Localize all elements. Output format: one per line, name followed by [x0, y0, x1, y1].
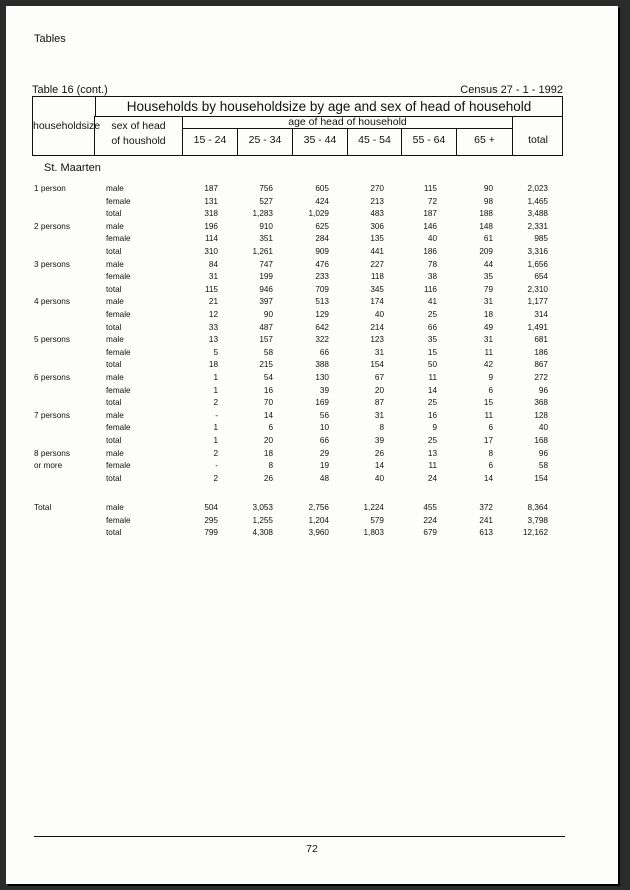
value-cell: 42 [483, 360, 493, 369]
value-cell: 233 [315, 272, 329, 281]
sex-cell: female [106, 234, 131, 243]
value-cell: 50 [427, 360, 437, 369]
household-size-cell: 4 persons [34, 297, 70, 306]
value-cell: 388 [315, 360, 329, 369]
value-cell: 13 [427, 449, 437, 458]
value-cell: 114 [204, 234, 218, 243]
table-header [32, 96, 563, 156]
table-row [6, 461, 618, 474]
value-cell: 322 [315, 335, 329, 344]
value-cell: 90 [483, 184, 493, 193]
value-cell: 123 [370, 335, 384, 344]
value-cell: 756 [259, 184, 273, 193]
total-cell: 12,162 [522, 528, 548, 537]
value-cell: 605 [315, 184, 329, 193]
value-cell: 209 [479, 247, 493, 256]
household-size-cell: 1 person [34, 184, 66, 193]
value-cell: 14 [374, 461, 384, 470]
value-cell: 41 [427, 297, 437, 306]
value-cell: 35 [483, 272, 493, 281]
value-cell: 70 [263, 398, 273, 407]
sex-cell: male [106, 222, 124, 231]
value-cell: 625 [315, 222, 329, 231]
value-cell: 12 [208, 310, 218, 319]
table-row [6, 436, 618, 449]
value-cell: 1,204 [308, 516, 329, 525]
total-cell: 40 [538, 423, 548, 432]
value-cell: 15 [427, 348, 437, 357]
table-row [6, 398, 618, 411]
total-cell: 3,316 [527, 247, 548, 256]
value-cell: 6 [488, 386, 493, 395]
value-cell: 18 [483, 310, 493, 319]
value-cell: 351 [259, 234, 273, 243]
sex-cell: male [106, 260, 124, 269]
value-cell: 513 [315, 297, 329, 306]
value-cell: 31 [374, 348, 384, 357]
value-cell: 199 [259, 272, 273, 281]
value-cell: 25 [427, 398, 437, 407]
table-row [6, 423, 618, 436]
total-cell: 2,310 [527, 285, 548, 294]
age-group-header: 25 - 34 [238, 129, 293, 156]
value-cell: 397 [259, 297, 273, 306]
sex-cell: female [106, 348, 131, 357]
sex-cell: male [106, 503, 124, 512]
running-head: Tables [34, 33, 66, 45]
total-cell: 3,488 [527, 209, 548, 218]
total-cell: 1,177 [527, 297, 548, 306]
value-cell: 13 [208, 335, 218, 344]
total-cell: 8,364 [527, 503, 548, 512]
value-cell: 483 [370, 209, 384, 218]
value-cell: 19 [319, 461, 329, 470]
total-cell: 1,656 [527, 260, 548, 269]
census-label: Census 27 - 1 - 1992 [460, 84, 563, 96]
value-cell: 270 [370, 184, 384, 193]
value-cell: 174 [370, 297, 384, 306]
total-cell: 186 [534, 348, 548, 357]
value-cell: 40 [427, 234, 437, 243]
value-cell: 642 [315, 323, 329, 332]
sex-header [95, 116, 183, 156]
value-cell: 679 [423, 528, 437, 537]
value-cell: 40 [374, 310, 384, 319]
value-cell: 49 [483, 323, 493, 332]
value-cell: 90 [263, 310, 273, 319]
value-cell: 227 [370, 260, 384, 269]
sex-cell: male [106, 335, 124, 344]
value-cell: 18 [263, 449, 273, 458]
value-cell: 909 [315, 247, 329, 256]
total-cell: 654 [534, 272, 548, 281]
value-cell: 14 [263, 411, 273, 420]
value-cell: 129 [315, 310, 329, 319]
value-cell: 25 [427, 310, 437, 319]
total-cell: 96 [538, 386, 548, 395]
document-page [6, 6, 618, 884]
value-cell: 6 [488, 461, 493, 470]
value-cell: 10 [319, 423, 329, 432]
sex-cell: male [106, 373, 124, 382]
value-cell: 58 [263, 348, 273, 357]
value-cell: 372 [479, 503, 493, 512]
value-cell: 14 [483, 474, 493, 483]
value-cell: 2 [213, 398, 218, 407]
total-header: total [512, 116, 563, 156]
age-group-header: 65 + [474, 134, 495, 146]
value-cell: 130 [315, 373, 329, 382]
value-cell: 8 [379, 423, 384, 432]
value-cell: 54 [263, 373, 273, 382]
table-row [6, 209, 618, 222]
value-cell: 8 [268, 461, 273, 470]
value-cell: 146 [423, 222, 437, 231]
table-row [6, 234, 618, 247]
sex-header-line2: of houshold [111, 135, 166, 147]
value-cell: 1,224 [363, 503, 384, 512]
value-cell: 44 [483, 260, 493, 269]
value-cell: 310 [204, 247, 218, 256]
sex-cell: total [106, 209, 122, 218]
value-cell: 11 [484, 411, 493, 420]
value-cell: 579 [370, 516, 384, 525]
age-group-header: 45 - 54 [348, 129, 402, 156]
sex-cell: male [106, 411, 124, 420]
value-cell: 215 [259, 360, 273, 369]
sex-cell: male [106, 297, 124, 306]
age-group-header: 55 - 64 [402, 129, 457, 156]
table-label: Table 16 (cont.) [32, 84, 108, 96]
householdsize-header: householdsize [33, 116, 95, 156]
sex-cell: total [106, 360, 122, 369]
value-cell: 39 [319, 386, 329, 395]
value-cell: 20 [374, 386, 384, 395]
value-cell: 1,255 [252, 516, 273, 525]
value-cell: 79 [483, 285, 493, 294]
value-cell: 1,283 [252, 209, 273, 218]
value-cell: 196 [204, 222, 218, 231]
table-title: Households by householdsize by age and sex of head of household [95, 97, 562, 117]
household-size-cell: 3 persons [34, 260, 70, 269]
value-cell: 6 [268, 423, 273, 432]
value-cell: 946 [259, 285, 273, 294]
value-cell: 33 [208, 323, 218, 332]
total-cell: 867 [534, 360, 548, 369]
value-cell: 1,029 [308, 209, 329, 218]
table-row [6, 474, 618, 487]
sex-cell: female [106, 461, 131, 470]
sex-cell: total [106, 398, 122, 407]
value-cell: 5 [213, 348, 218, 357]
value-cell: 187 [423, 209, 437, 218]
value-cell: 25 [427, 436, 437, 445]
value-cell: 441 [370, 247, 384, 256]
total-cell: 96 [538, 449, 548, 458]
sex-cell: male [106, 449, 124, 458]
value-cell: - [215, 461, 218, 470]
sex-cell: female [106, 197, 131, 206]
value-cell: 487 [259, 323, 273, 332]
value-cell: 295 [204, 516, 218, 525]
value-cell: 284 [315, 234, 329, 243]
value-cell: 48 [319, 474, 329, 483]
value-cell: 318 [204, 209, 218, 218]
value-cell: 31 [374, 411, 384, 420]
value-cell: 187 [204, 184, 218, 193]
value-cell: 2,756 [308, 503, 329, 512]
value-cell: 39 [374, 436, 384, 445]
total-cell: 154 [534, 474, 548, 483]
sex-cell: female [106, 516, 131, 525]
total-cell: 128 [534, 411, 548, 420]
value-cell: 9 [488, 373, 493, 382]
value-cell: 21 [208, 297, 218, 306]
value-cell: 214 [370, 323, 384, 332]
value-cell: 613 [479, 528, 493, 537]
total-cell: 272 [534, 373, 548, 382]
sex-cell: total [106, 436, 122, 445]
value-cell: 504 [204, 503, 218, 512]
value-cell: 98 [483, 197, 493, 206]
value-cell: 3,053 [252, 503, 273, 512]
total-cell: 168 [534, 436, 548, 445]
table-row [6, 310, 618, 323]
value-cell: 186 [423, 247, 437, 256]
value-cell: 16 [263, 386, 273, 395]
value-cell: 2 [213, 474, 218, 483]
total-cell: 1,465 [527, 197, 548, 206]
value-cell: 26 [263, 474, 273, 483]
value-cell: 56 [319, 411, 329, 420]
value-cell: 135 [370, 234, 384, 243]
household-size-cell: 8 persons [34, 449, 70, 458]
value-cell: 11 [428, 461, 437, 470]
value-cell: 3,960 [308, 528, 329, 537]
age-group-header: 15 - 24 [183, 129, 238, 156]
total-cell: 2,023 [527, 184, 548, 193]
value-cell: 424 [315, 197, 329, 206]
value-cell: 213 [370, 197, 384, 206]
value-cell: 31 [208, 272, 218, 281]
value-cell: 116 [423, 285, 437, 294]
household-size-cell: 2 persons [34, 222, 70, 231]
value-cell: 38 [427, 272, 437, 281]
table-row [6, 503, 618, 516]
value-cell: 1 [213, 386, 218, 395]
value-cell: 11 [484, 348, 493, 357]
value-cell: 527 [259, 197, 273, 206]
value-cell: 115 [423, 184, 437, 193]
value-cell: 9 [432, 423, 437, 432]
value-cell: 306 [370, 222, 384, 231]
age-header: age of head of household [183, 116, 512, 129]
value-cell: 17 [483, 436, 493, 445]
table-row [6, 528, 618, 541]
value-cell: 1 [213, 423, 218, 432]
value-cell: 24 [427, 474, 437, 483]
household-size-cell: 7 persons [34, 411, 70, 420]
value-cell: 8 [488, 449, 493, 458]
sex-cell: female [106, 386, 131, 395]
value-cell: 67 [374, 373, 384, 382]
value-cell: 40 [374, 474, 384, 483]
value-cell: 1 [213, 436, 218, 445]
total-cell: 985 [534, 234, 548, 243]
table-row [6, 184, 618, 197]
value-cell: 1 [213, 373, 218, 382]
sex-cell: male [106, 184, 124, 193]
value-cell: 747 [259, 260, 273, 269]
value-cell: 66 [319, 436, 329, 445]
value-cell: 18 [208, 360, 218, 369]
value-cell: 72 [427, 197, 437, 206]
table-row [6, 297, 618, 310]
value-cell: 455 [423, 503, 437, 512]
value-cell: 154 [370, 360, 384, 369]
value-cell: 118 [370, 272, 384, 281]
value-cell: 29 [319, 449, 329, 458]
total-cell: 58 [538, 461, 548, 470]
sex-header-line1: sex of head [111, 120, 166, 132]
value-cell: 2 [213, 449, 218, 458]
household-size-cell: or more [34, 461, 63, 470]
total-cell: 2,331 [527, 222, 548, 231]
value-cell: 15 [483, 398, 493, 407]
value-cell: 1,803 [363, 528, 384, 537]
value-cell: 4,308 [252, 528, 273, 537]
table-row [6, 373, 618, 386]
household-size-cell: 5 persons [34, 335, 70, 344]
value-cell: 241 [479, 516, 493, 525]
value-cell: 115 [204, 285, 218, 294]
value-cell: 148 [479, 222, 493, 231]
total-cell: 681 [534, 335, 548, 344]
value-cell: 709 [315, 285, 329, 294]
sex-cell: total [106, 474, 122, 483]
value-cell: 799 [204, 528, 218, 537]
value-cell: 169 [315, 398, 329, 407]
value-cell: 16 [427, 411, 437, 420]
table-row [6, 272, 618, 285]
household-size-cell: 6 persons [34, 373, 70, 382]
table-row [6, 247, 618, 260]
value-cell: 157 [259, 335, 273, 344]
value-cell: 78 [427, 260, 437, 269]
sex-cell: female [106, 310, 131, 319]
age-group-header: 35 - 44 [293, 129, 348, 156]
value-cell: 345 [370, 285, 384, 294]
value-cell: 188 [479, 209, 493, 218]
value-cell: 6 [488, 423, 493, 432]
value-cell: - [215, 411, 218, 420]
value-cell: 131 [204, 197, 218, 206]
value-cell: 14 [427, 386, 437, 395]
value-cell: 224 [423, 516, 437, 525]
table-row [6, 335, 618, 348]
value-cell: 61 [483, 234, 493, 243]
sex-cell: total [106, 323, 122, 332]
total-cell: 314 [534, 310, 548, 319]
region-label: St. Maarten [44, 162, 101, 174]
value-cell: 476 [315, 260, 329, 269]
value-cell: 84 [208, 260, 218, 269]
value-cell: 31 [483, 297, 493, 306]
sex-cell: female [106, 423, 131, 432]
value-cell: 31 [483, 335, 493, 344]
total-cell: 1,491 [527, 323, 548, 332]
value-cell: 26 [374, 449, 384, 458]
sex-cell: total [106, 528, 122, 537]
value-cell: 910 [259, 222, 273, 231]
footer-rule [34, 836, 565, 837]
sex-cell: female [106, 272, 131, 281]
value-cell: 66 [427, 323, 437, 332]
value-cell: 1,261 [252, 247, 273, 256]
page-number: 72 [306, 843, 318, 855]
total-cell: 368 [534, 398, 548, 407]
total-cell: 3,798 [527, 516, 548, 525]
value-cell: 87 [374, 398, 384, 407]
value-cell: 35 [427, 335, 437, 344]
sex-cell: total [106, 247, 122, 256]
value-cell: 20 [263, 436, 273, 445]
value-cell: 66 [319, 348, 329, 357]
household-size-cell: Total [34, 503, 52, 512]
value-cell: 11 [428, 373, 437, 382]
table-row [6, 360, 618, 373]
sex-cell: total [106, 285, 122, 294]
